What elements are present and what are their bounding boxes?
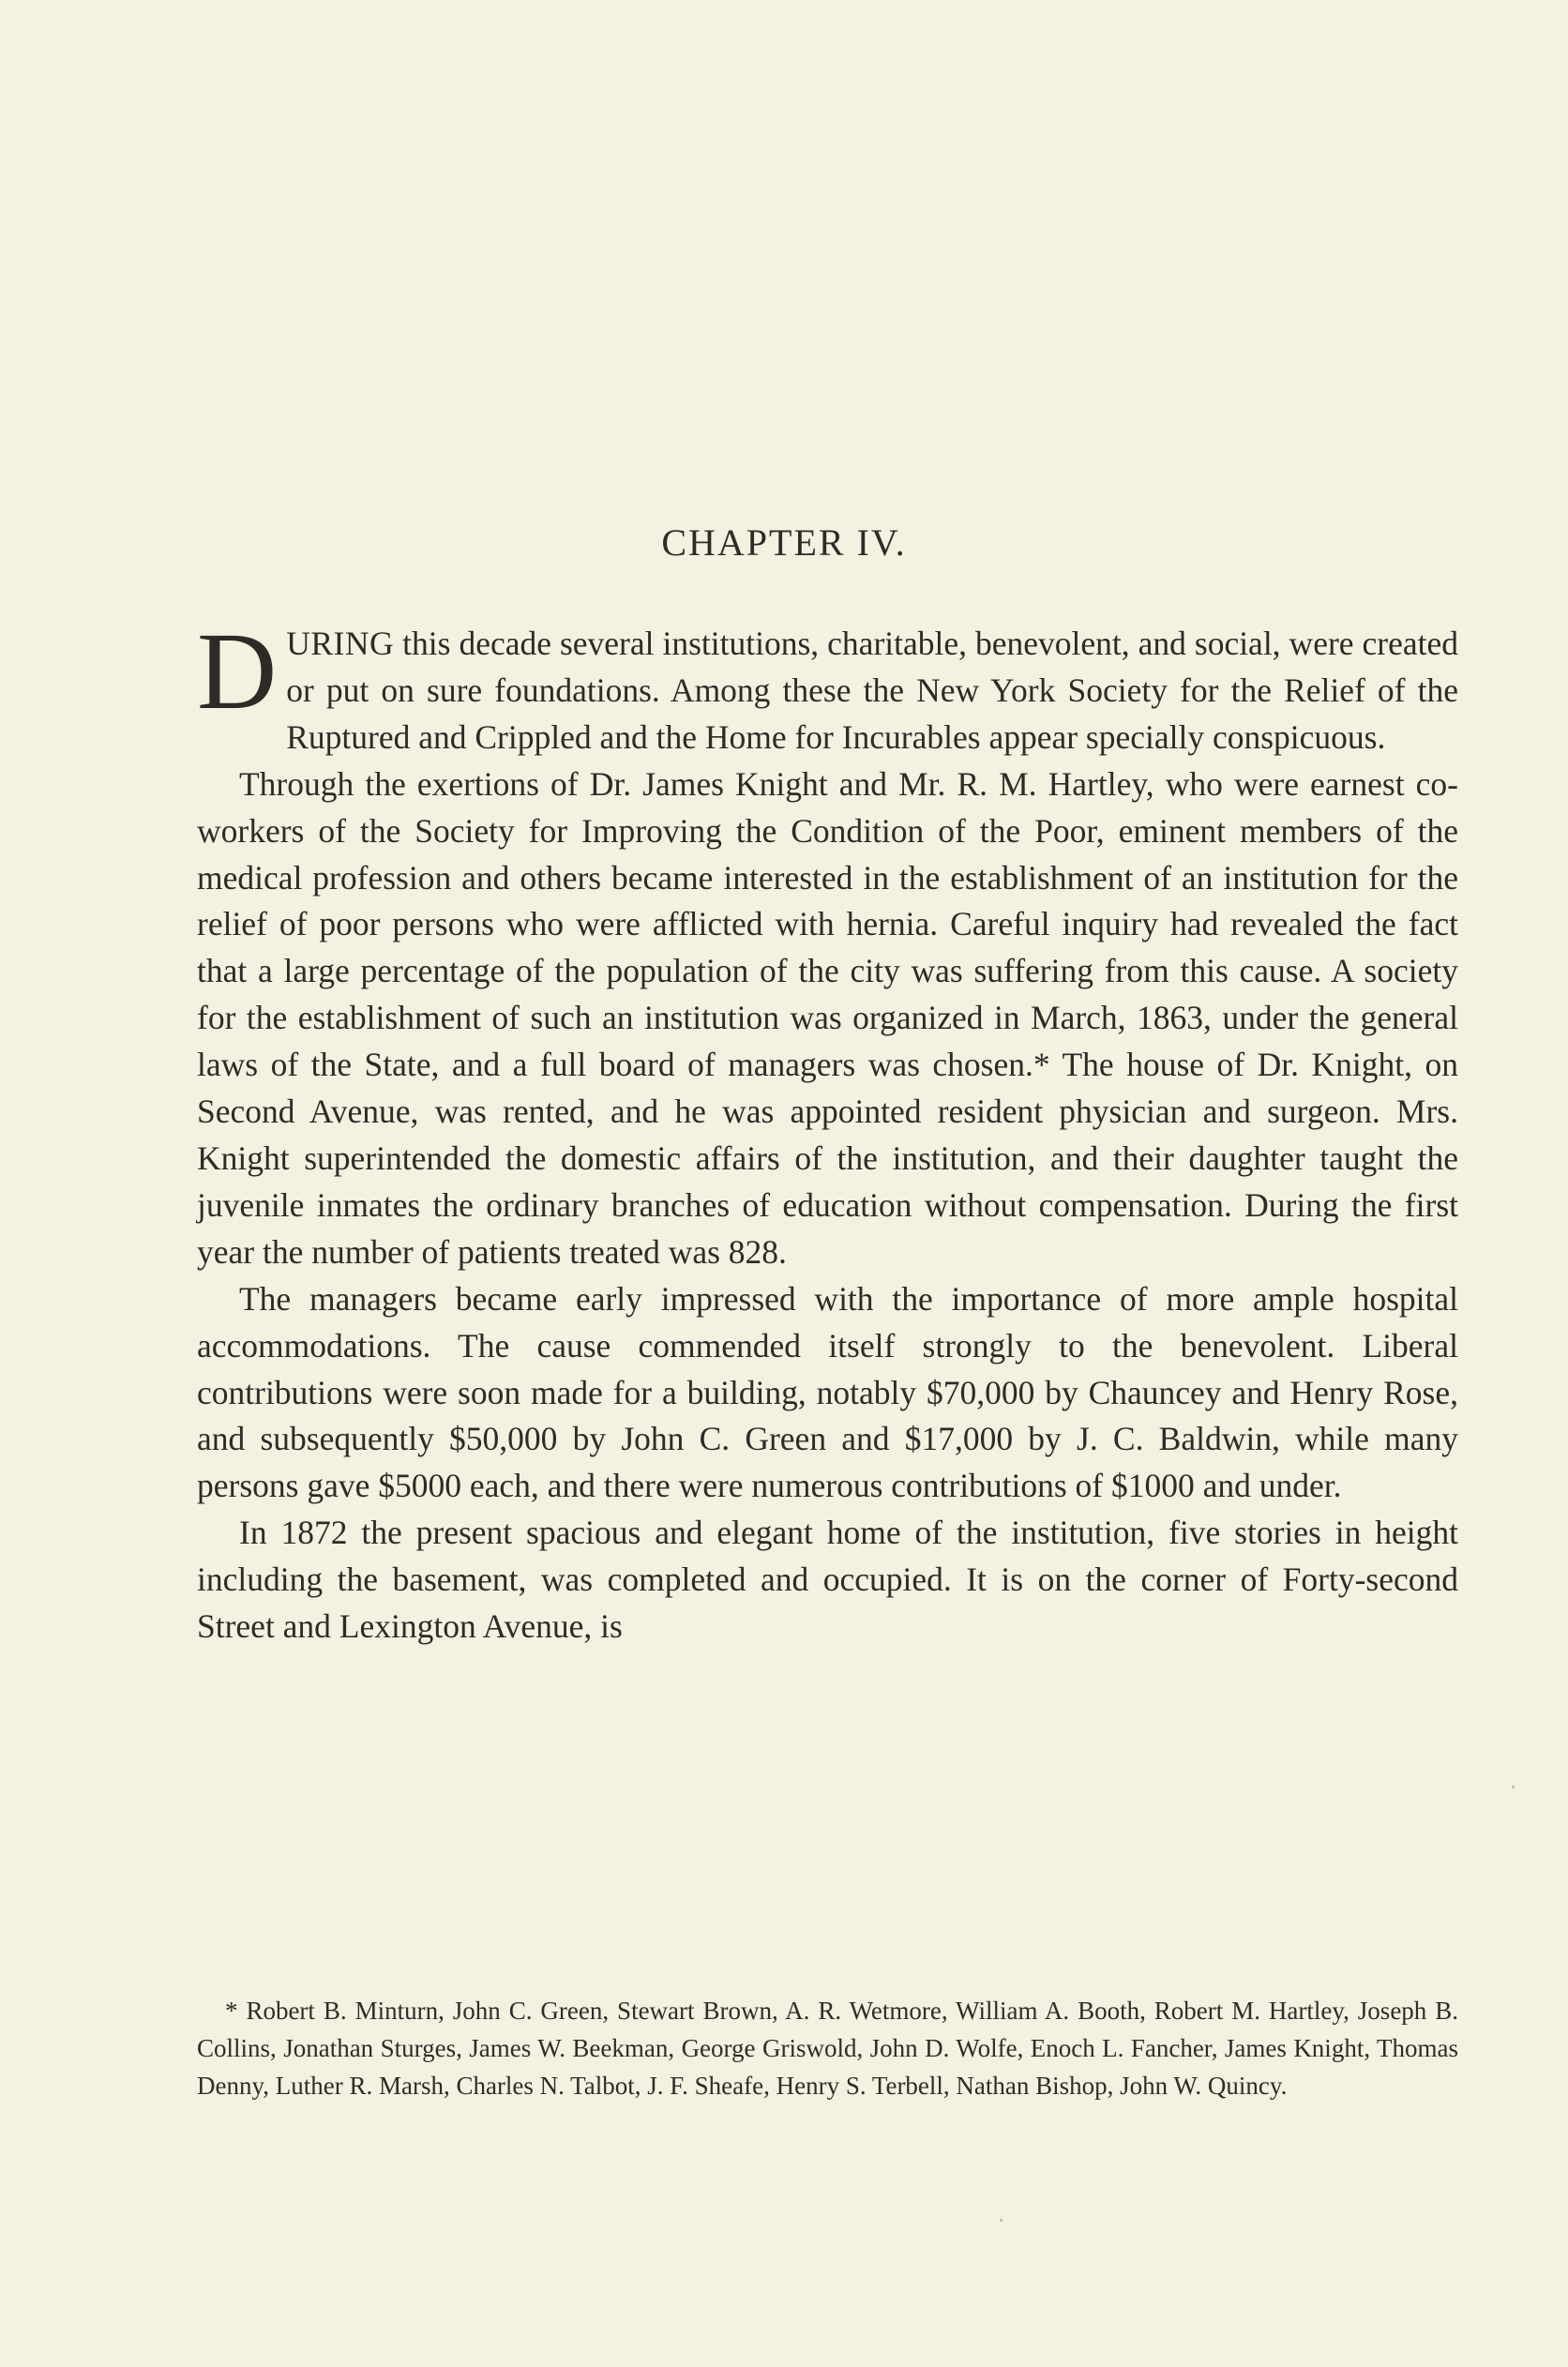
- paragraph-3: The managers became early impressed with the importance of more ample hospital accommodations. The cause commended itself strongly to the benevolent. Liberal contributions were soon made for a building, notably $70,000 by Chauncey and Henry Rose, and subsequently $50,000 by John C. Green and $17,000 by J. C. Baldwin, while many persons gave $5000 each, and there were numerous contributions of $1000 and under.: [197, 1279, 1458, 1505]
- body-text: [197, 610, 1458, 1651]
- paragraph-2: Through the exertions of Dr. James Knight and Mr. R. M. Hartley, who were earnest co-workers of the Society for Improving the Condition of the Poor, eminent members of the medical profession and others became interested in the establishment of an institution for the relief of poor persons who were afflicted with hernia. Careful inquiry had revealed the fact that a large percentage of the population of the city was suffering from this cause. A society for the establishment of such an institution was organized in March, 1863, under the general laws of the State, and a full board of managers was chosen.* The house of Dr. Knight, on Second Avenue, was rented, and he was appointed resident physician and surgeon. Mrs. Knight superintended the domestic affairs of the institution, and their daughter taught the juvenile inmates the ordinary branches of education without compensation. During the first year the number of patients treated was 828.: [197, 764, 1458, 1271]
- paragraph-1-text: this decade several institutions, charitable, benevolent, and social, were created or put on sure foundations. Among these the New York Society for the Relief of the Ruptured and Crippled and the Home for Incurables appear specially conspicuous.: [286, 625, 1458, 756]
- chapter-title: CHAPTER IV.: [661, 521, 907, 564]
- footnote: * Robert B. Minturn, John C. Green, Stewart Brown, A. R. Wetmore, William A. Booth, Robert M. Hartley, Joseph B. Collins, Jonathan Sturges, James W. Beekman, George Griswold, John D. Wolfe, Enoch L. Fancher, James Knight, Thomas Denny, Luther R. Marsh, Charles N. Talbot, J. F. Sheafe, Henry S. Terbell, Nathan Bishop, John W. Quincy.: [197, 1997, 1458, 2100]
- paper-speck: [1000, 2219, 1003, 2222]
- lead-word: URING: [286, 625, 395, 662]
- paragraph-4: In 1872 the present spacious and elegant home of the institution, five stories in height including the basement, was completed and occupied. It is on the corner of Forty-second Street and Lexington Avenue, is: [197, 1514, 1458, 1646]
- drop-cap: D: [197, 610, 278, 732]
- paragraph-1: [197, 610, 1458, 761]
- paper-speck: [1512, 1786, 1515, 1788]
